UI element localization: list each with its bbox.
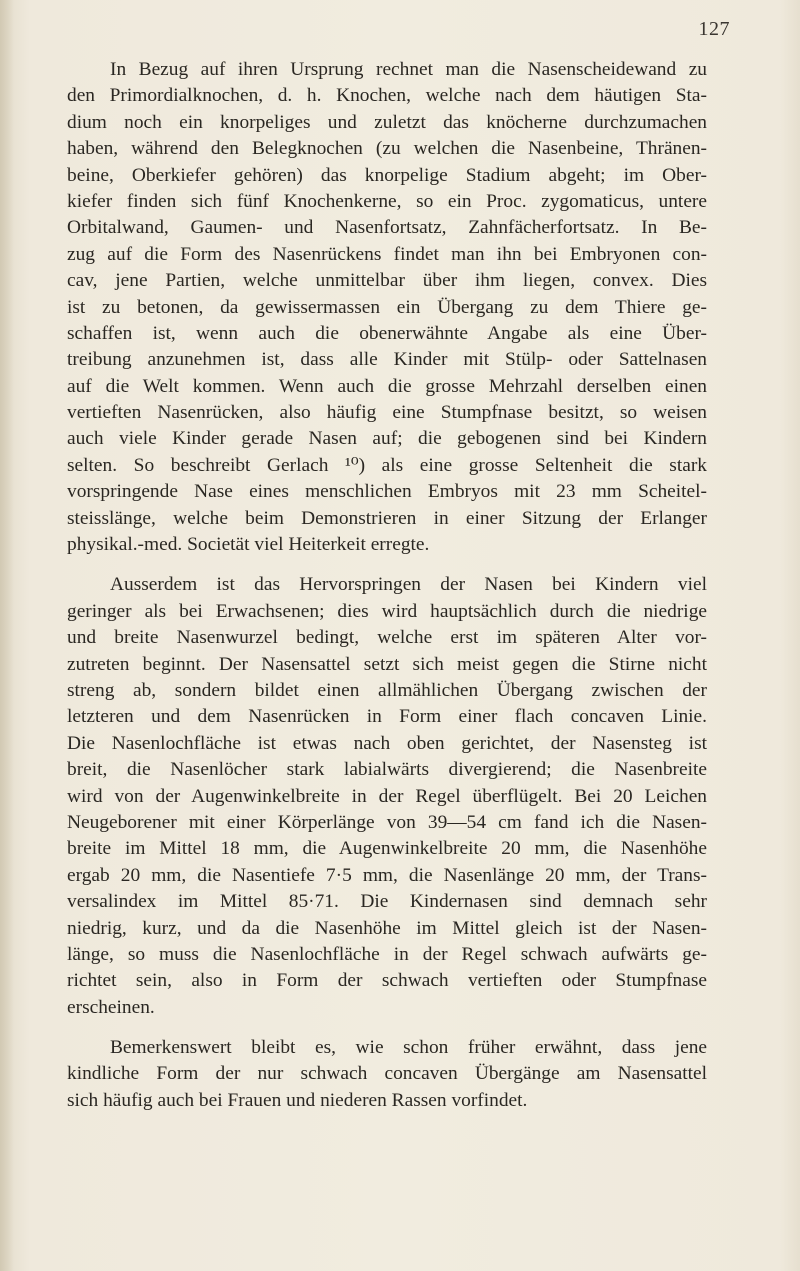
text-line: vorspringende Nase eines menschlichen Embryos mit 23 mm Scheitel- bbox=[67, 481, 707, 503]
text-line: länge, so muss die Nasenlochfläche in der Regel schwach aufwärts ge- bbox=[67, 943, 707, 965]
text-line: haben, während den Belegknochen (zu welchen die Nasenbeine, Thränen- bbox=[67, 138, 707, 160]
text-line: breit, die Nasenlöcher stark labialwärts divergierend; die Nasenbreite bbox=[67, 759, 707, 781]
text-line: auch viele Kinder gerade Nasen auf; die gebogenen sind bei Kindern bbox=[67, 428, 707, 450]
text-line: zug auf die Form des Nasenrückens findet man ihn bei Embryonen con- bbox=[67, 243, 707, 265]
text-line: breite im Mittel 18 mm, die Augenwinkelbreite 20 mm, die Nasenhöhe bbox=[67, 838, 707, 860]
paragraph-3 bbox=[67, 1035, 707, 1114]
text-line: letzteren und dem Nasenrücken in Form einer flach concaven Linie. bbox=[67, 706, 707, 728]
text-line: kiefer finden sich fünf Knochenkerne, so ein Proc. zygomaticus, untere bbox=[67, 190, 707, 212]
text-line: streng ab, sondern bildet einen allmählichen Übergang zwischen der bbox=[67, 679, 707, 701]
text-line: beine, Oberkiefer gehören) das knorpelige Stadium abgeht; im Ober- bbox=[67, 164, 707, 186]
page-number: 127 bbox=[698, 18, 730, 40]
text-line: steisslänge, welche beim Demonstrieren in einer Sitzung der Erlanger bbox=[67, 507, 707, 529]
text-line: selten. So beschreibt Gerlach ¹⁰) als eine grosse Seltenheit die stark bbox=[67, 454, 707, 476]
text-line: auf die Welt kommen. Wenn auch die grosse Mehrzahl derselben einen bbox=[67, 375, 707, 397]
text-line: und breite Nasenwurzel bedingt, welche erst im späteren Alter vor- bbox=[67, 627, 707, 649]
page-gutter-shadow bbox=[0, 0, 14, 1271]
paragraph-2 bbox=[67, 572, 707, 1021]
text-line: ist zu betonen, da gewissermassen ein Übergang zu dem Thiere ge- bbox=[67, 296, 707, 318]
text-line: geringer als bei Erwachsenen; dies wird hauptsächlich durch die niedrige bbox=[67, 600, 707, 622]
text-line: kindliche Form der nur schwach concaven Übergänge am Nasensattel bbox=[67, 1063, 707, 1085]
text-line: niedrig, kurz, und da die Nasenhöhe im Mittel gleich ist der Nasen- bbox=[67, 917, 707, 939]
text-line: physikal.-med. Societät viel Heiterkeit erregte. bbox=[67, 534, 430, 556]
text-line: Die Nasenlochfläche ist etwas nach oben gerichtet, der Nasensteg ist bbox=[67, 732, 707, 754]
text-line: den Primordialknochen, d. h. Knochen, welche nach dem häutigen Sta- bbox=[67, 85, 707, 107]
text-line: zutreten beginnt. Der Nasensattel setzt sich meist gegen die Stirne nicht bbox=[67, 653, 707, 675]
text-line: erscheinen. bbox=[67, 996, 155, 1018]
text-line: Ausserdem ist das Hervorspringen der Nasen bei Kindern viel bbox=[110, 574, 707, 596]
text-line: Orbitalwand, Gaumen- und Nasenfortsatz, Zahnfächerfortsatz. In Be- bbox=[67, 217, 707, 239]
text-line: sich häufig auch bei Frauen und niederen Rassen vorfindet. bbox=[67, 1089, 528, 1111]
text-line: Bemerkenswert bleibt es, wie schon früher erwähnt, dass jene bbox=[110, 1037, 707, 1059]
text-line: cav, jene Partien, welche unmittelbar über ihm liegen, convex. Dies bbox=[67, 270, 707, 292]
text-line: richtet sein, also in Form der schwach vertieften oder Stumpfnase bbox=[67, 970, 707, 992]
text-line: schaffen ist, wenn auch die obenerwähnte Angabe als eine Über- bbox=[67, 322, 707, 344]
text-line: In Bezug auf ihren Ursprung rechnet man die Nasenscheidewand zu bbox=[110, 59, 707, 80]
text-line: Neugeborener mit einer Körperlänge von 39—54 cm fand ich die Nasen- bbox=[67, 811, 707, 833]
text-line: versalindex im Mittel 85·71. Die Kindernasen sind demnach sehr bbox=[67, 891, 707, 913]
text-line: dium noch ein knorpeliges und zuletzt das knöcherne durchzumachen bbox=[67, 111, 707, 133]
text-line: wird von der Augenwinkelbreite in der Regel überflügelt. Bei 20 Leichen bbox=[67, 785, 707, 807]
paragraph-1 bbox=[67, 57, 707, 558]
text-line: vertieften Nasenrücken, also häufig eine Stumpfnase besitzt, so weisen bbox=[67, 402, 707, 424]
text-line: ergab 20 mm, die Nasentiefe 7·5 mm, die Nasenlänge 20 mm, der Trans- bbox=[67, 864, 707, 886]
text-line: treibung anzunehmen ist, dass alle Kinder mit Stülp- oder Sattelnasen bbox=[67, 349, 707, 371]
body-text bbox=[67, 57, 707, 1128]
